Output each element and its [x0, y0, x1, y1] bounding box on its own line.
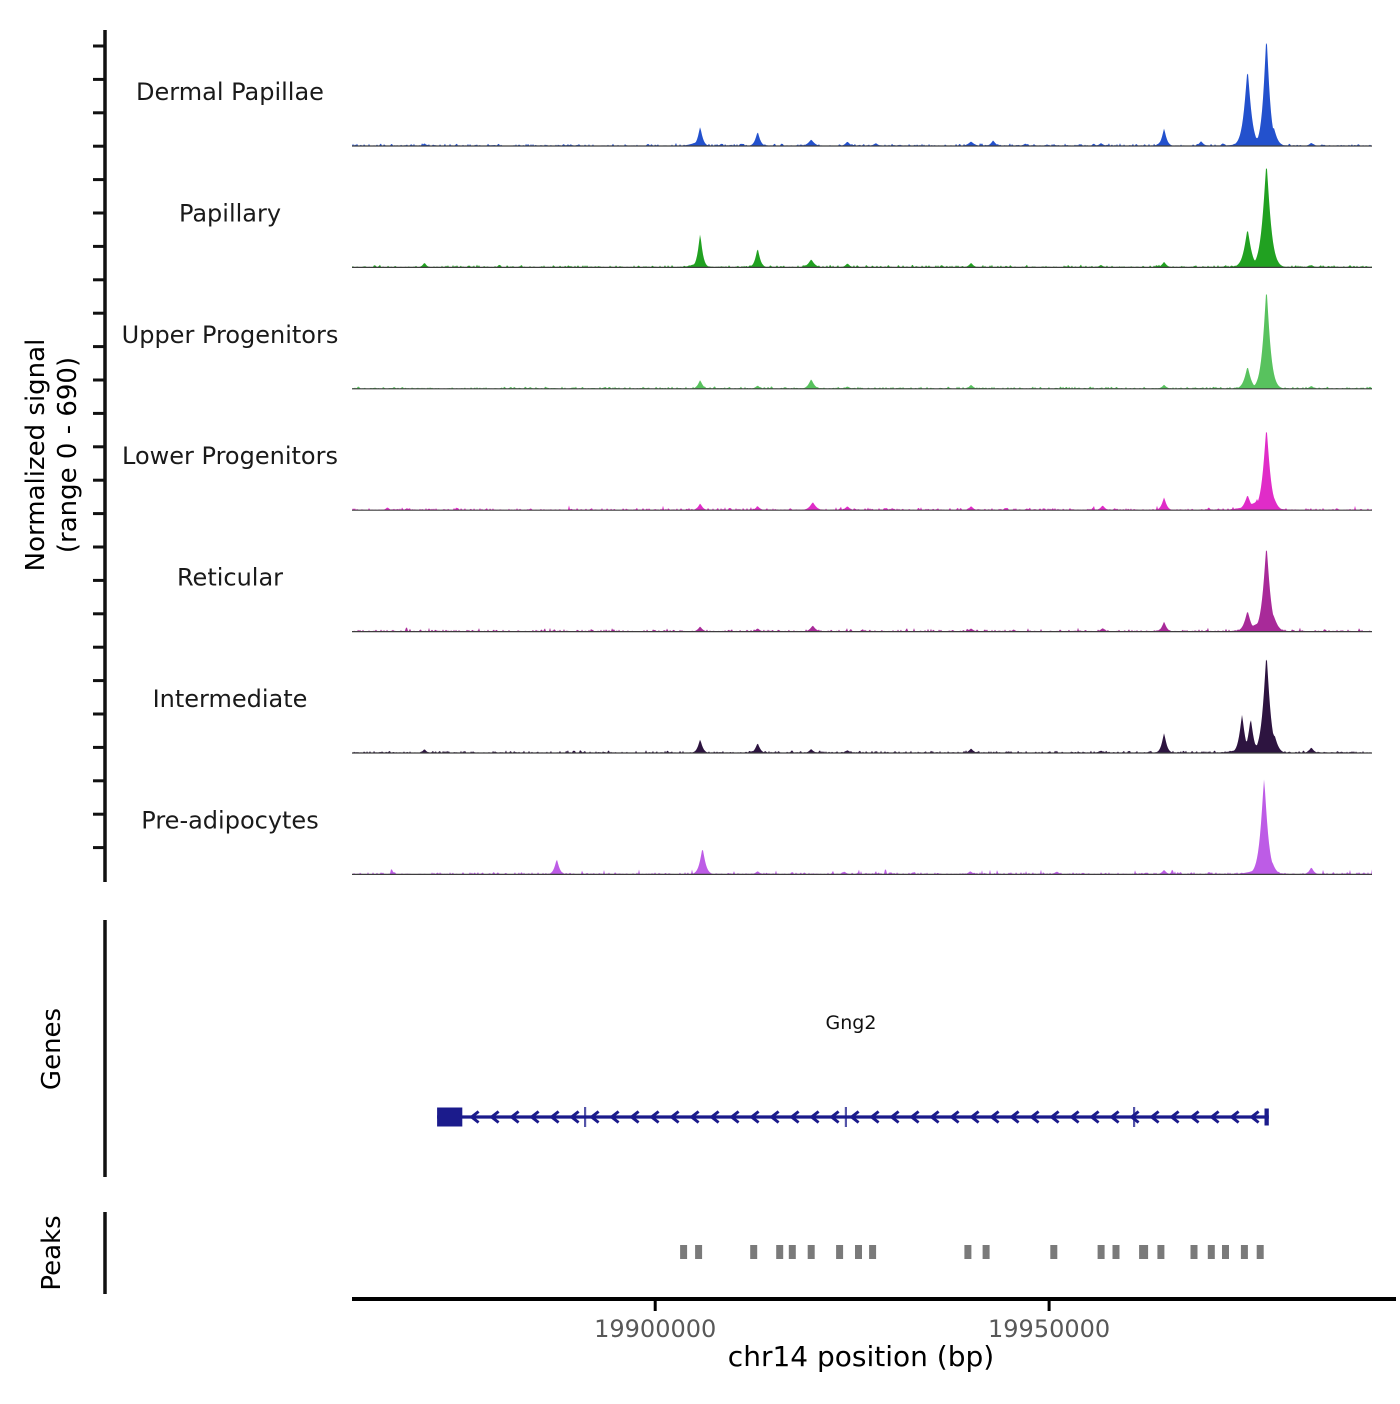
peak-box: [869, 1245, 876, 1259]
signal-tracks: [122, 43, 1372, 874]
signal-track-reticular: [177, 550, 1372, 631]
track-label-lower-progenitors: Lower Progenitors: [122, 442, 338, 471]
gene-name-label: Gng2: [825, 1012, 877, 1034]
signal-track-papillary: [179, 168, 1372, 267]
signal-track-pre-adipocytes: [141, 780, 1372, 875]
signal-area-papillary: [352, 168, 1372, 267]
peak-box: [695, 1245, 702, 1259]
peak-box: [750, 1245, 757, 1259]
signal-track-lower-progenitors: [122, 432, 1372, 510]
peak-box: [1157, 1245, 1164, 1259]
peaks-section-label: Peaks: [37, 1215, 67, 1291]
gene-exon-mark: [584, 1107, 586, 1127]
peak-box: [1098, 1245, 1105, 1259]
peak-box: [964, 1245, 971, 1259]
genes-section-label: Genes: [37, 1007, 67, 1091]
peak-box: [983, 1245, 990, 1259]
peak-box: [1208, 1245, 1215, 1259]
gene-model: [437, 1012, 1269, 1127]
track-label-papillary: Papillary: [178, 199, 282, 228]
track-label-intermediate: Intermediate: [152, 685, 308, 713]
peak-box: [789, 1245, 796, 1259]
peak-box: [680, 1245, 687, 1259]
peak-box: [1222, 1245, 1229, 1259]
track-label-upper-progenitors: Upper Progenitors: [121, 320, 339, 349]
y-axis-label-line1: Normalized signal: [21, 338, 51, 572]
x-axis-title: chr14 position (bp): [727, 1340, 995, 1373]
track-label-pre-adipocytes: Pre-adipocytes: [141, 806, 319, 835]
peak-box: [836, 1245, 843, 1259]
signal-track-upper-progenitors: [122, 294, 1372, 389]
track-label-dermal-papillae: Dermal Papillae: [136, 78, 324, 106]
x-axis-tick-label: 19950000: [988, 1315, 1111, 1343]
signal-area-upper-progenitors: [352, 294, 1372, 389]
signal-area-dermal-papillae: [352, 43, 1372, 146]
peak-box: [1139, 1245, 1148, 1259]
peak-box: [776, 1245, 783, 1259]
gene-exon: [437, 1108, 462, 1127]
peaks-section-axis: [37, 1212, 105, 1294]
genes-section-axis: [37, 920, 105, 1177]
gene-exon-mark: [845, 1107, 847, 1127]
signal-area-pre-adipocytes: [352, 780, 1372, 875]
signal-area-intermediate: [352, 660, 1372, 753]
y-axis-label-line2: (range 0 - 690): [53, 356, 83, 554]
signal-area-lower-progenitors: [352, 432, 1372, 510]
peak-box: [1050, 1245, 1057, 1259]
peak-box: [1241, 1245, 1248, 1259]
peak-box: [855, 1245, 862, 1259]
peak-box: [1113, 1245, 1120, 1259]
signal-track-intermediate: [153, 660, 1372, 753]
peak-box: [1191, 1245, 1198, 1259]
signal-track-dermal-papillae: [136, 43, 1372, 146]
peak-boxes-row: [680, 1245, 1264, 1259]
genomic-x-axis: [352, 1299, 1396, 1373]
signal-y-axis: [21, 30, 105, 882]
peak-box: [1257, 1245, 1264, 1259]
peak-box: [808, 1245, 815, 1259]
track-label-reticular: Reticular: [176, 563, 284, 592]
gene-exon: [1265, 1109, 1269, 1126]
signal-area-reticular: [352, 550, 1372, 631]
x-axis-tick-label: 19900000: [594, 1315, 717, 1343]
